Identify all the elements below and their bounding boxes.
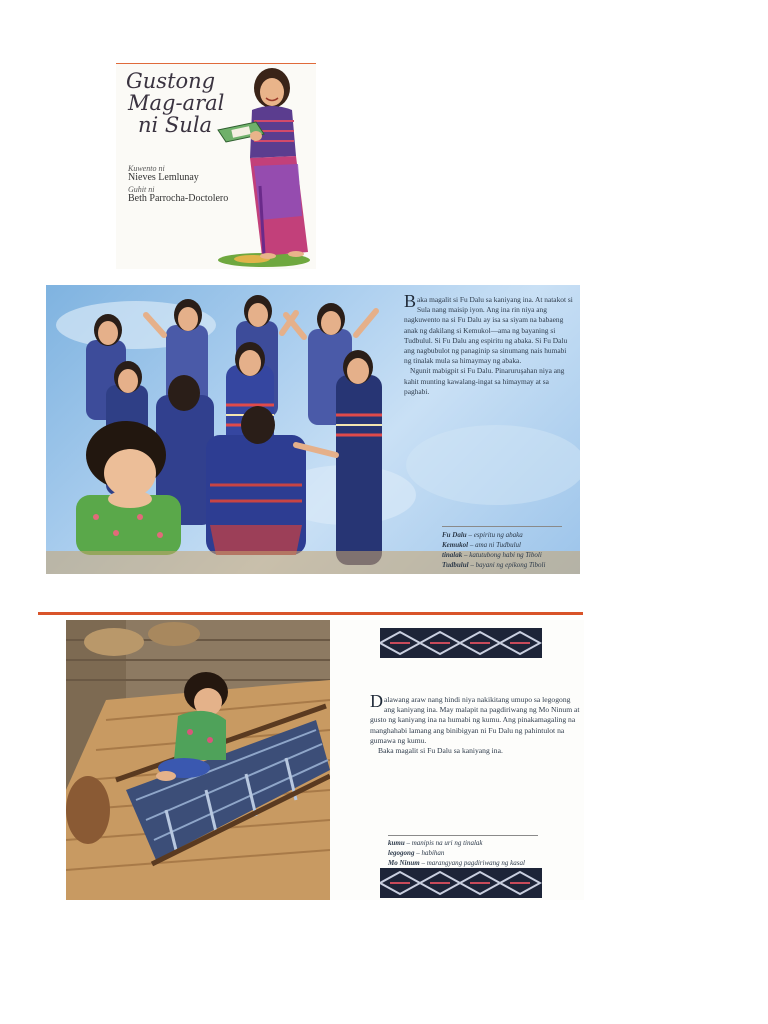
dropcap: D bbox=[370, 691, 383, 711]
tinalak-pattern-bottom bbox=[380, 868, 542, 898]
dropcap: B bbox=[404, 291, 417, 311]
glossary-entry: kumu – manipis na uri ng tinalak bbox=[388, 839, 483, 847]
tinalak-pattern bbox=[380, 628, 542, 658]
illustrator-label: Guhit ni bbox=[128, 185, 155, 194]
section-divider bbox=[38, 612, 583, 615]
glossary-entry: Kemukol – ama ni Tudbulul bbox=[442, 541, 521, 549]
glossary-1 bbox=[442, 530, 580, 570]
illustrator-name: Beth Parrocha-Doctolero bbox=[128, 193, 229, 204]
glossary-entry: legogong – habihan bbox=[388, 849, 445, 857]
paragraph: Baka magalit si Fu Dalu sa kaniyang ina. bbox=[378, 746, 503, 756]
story-spread-1 bbox=[46, 285, 580, 574]
glossary-entry: Fu Dalu – espiritu ng abaka bbox=[442, 531, 523, 539]
glossary-entry: Tudbulul – bayani ng epikong Tiboli bbox=[442, 561, 546, 569]
book-cover bbox=[116, 63, 316, 269]
cover-girl-illustration bbox=[204, 66, 314, 268]
story-text-1 bbox=[404, 291, 574, 397]
glossary-rule bbox=[442, 526, 562, 527]
story-text-2 bbox=[370, 691, 580, 756]
glossary-entry: tinalak – katutubong habi ng Tiboli bbox=[442, 551, 542, 559]
tinalak-pattern-top bbox=[380, 628, 542, 658]
paragraph: aka magalit si Fu Dalu sa kaniyang ina. At natakot si Sula nang maisip iyon. Ang ina rin niya ang nagkuwento na si Fu Dalu ay isa sa siyam na babaeng anak ng dakilang si Kemukol—ama ng bayaning si Tudbulul. Si Fu Dalu ang espiritu ng abaka. Si Fu Dalu ang nagbubulot ng panaginip sa sinumang nais humabi ng tinalak mula sa himaymay ng abaka. bbox=[404, 295, 573, 366]
weaving-scene bbox=[66, 620, 330, 900]
author-label: Kuwento ni bbox=[128, 164, 165, 173]
weaving-illustration bbox=[66, 620, 330, 900]
cover-title: Gustong Mag-aral ni Sula bbox=[126, 69, 225, 137]
story-text-page-2 bbox=[330, 620, 584, 900]
paragraph: alawang araw nang hindi niya nakikitang umupo sa legogong ang kaniyang ina. May malapit na pagdiriwang ng Mo Ninum at gusto ng kaniyang ina na humabi ng kumu. Ang pinakamagaling na manghahabi lamang ang binibigyan ni Fu Dalu ng pahintulot na gumawa ng kumu. bbox=[370, 695, 580, 745]
tinalak-pattern bbox=[380, 868, 542, 898]
story-spread-2 bbox=[66, 620, 584, 900]
glossary-2 bbox=[388, 838, 578, 868]
paragraph: Ngunit mabigpit si Fu Dalu. Pinaruruşahan niya ang kahit munting kawalang-ingat sa himaymay at sa paghabi. bbox=[404, 366, 565, 396]
author-name: Nieves Lemlunay bbox=[128, 172, 199, 183]
glossary-rule bbox=[388, 835, 538, 836]
glossary-entry: Mo Ninum – marangyang pagdiriwang ng kasal bbox=[388, 859, 525, 867]
